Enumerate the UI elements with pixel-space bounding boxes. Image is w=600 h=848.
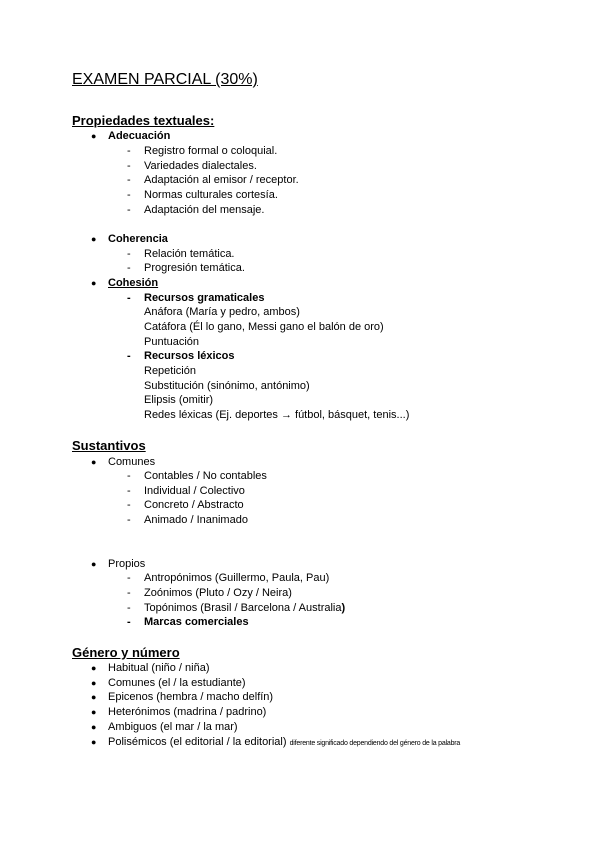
bullet-icon: ● <box>91 278 97 288</box>
bullet-icon: ● <box>91 737 97 747</box>
item-text: Normas culturales cortesía. <box>144 189 278 201</box>
list-line: Elipsis (omitir) <box>144 394 214 406</box>
section-heading-propiedades: Propiedades textuales: <box>72 113 215 128</box>
sublist-heading-lexicos <box>127 349 235 364</box>
item-label: Comunes <box>108 456 156 468</box>
item-text: Heterónimos (madrina / padrino) <box>108 706 267 718</box>
list-item <box>127 601 346 616</box>
dash-icon: - <box>127 616 131 628</box>
item-text: Relación temática. <box>144 248 235 260</box>
dash-icon: - <box>127 587 131 599</box>
list-item <box>91 705 267 720</box>
list-item <box>91 676 246 691</box>
list-item-adecuacion <box>91 129 171 144</box>
close-paren: ) <box>341 602 346 614</box>
page-title: EXAMEN PARCIAL (30%) <box>72 71 258 88</box>
dash-icon: - <box>127 292 131 304</box>
item-text: Marcas comerciales <box>144 616 249 628</box>
bullet-icon: ● <box>91 678 97 688</box>
list-item <box>127 261 245 276</box>
list-item <box>127 469 267 484</box>
list-line: Catáfora (Él lo gano, Messi gano el balón de oro) <box>144 321 384 333</box>
bullet-icon: ● <box>91 559 97 569</box>
bullet-icon: ● <box>91 722 97 732</box>
item-text: Epicenos (hembra / macho delfín) <box>108 691 274 703</box>
item-label: Coherencia <box>108 233 168 245</box>
dash-icon: - <box>127 350 131 362</box>
item-text: Variedades dialectales. <box>144 160 257 172</box>
bullet-icon: ● <box>91 234 97 244</box>
dash-icon: - <box>127 602 131 614</box>
item-text: Animado / Inanimado <box>144 514 248 526</box>
section-heading-sustantivos: Sustantivos <box>72 438 146 453</box>
item-text: Individual / Colectivo <box>144 485 245 497</box>
dash-icon: - <box>127 189 131 201</box>
bullet-icon: ● <box>91 131 97 141</box>
list-item-cohesion <box>91 276 159 291</box>
list-item <box>127 484 245 499</box>
list-line: Redes léxicas (Ej. deportes → fútbol, básquet, tenis...) <box>144 409 410 421</box>
dash-icon: - <box>127 160 131 172</box>
item-label: Recursos léxicos <box>144 350 235 362</box>
list-item <box>91 690 274 705</box>
item-label: Adecuación <box>108 130 171 142</box>
item-text: Concreto / Abstracto <box>144 499 244 511</box>
item-label: Propios <box>108 558 146 570</box>
item-text: Antropónimos (Guillermo, Paula, Pau) <box>144 572 330 584</box>
dash-icon: - <box>127 174 131 186</box>
list-item <box>127 247 235 262</box>
item-label: Cohesión <box>108 277 159 289</box>
dash-icon: - <box>127 485 131 497</box>
item-text: Polisémicos (el editorial / la editorial) <box>108 736 287 748</box>
list-item-propios <box>91 557 146 572</box>
list-item <box>127 159 257 174</box>
list-item <box>127 188 278 203</box>
dash-icon: - <box>127 145 131 157</box>
item-text: Topónimos (Brasil / Barcelona / Australia <box>144 602 342 614</box>
section-heading-genero-numero: Género y número <box>72 645 180 660</box>
list-item <box>127 513 248 528</box>
list-item <box>91 661 210 676</box>
dash-icon: - <box>127 248 131 260</box>
list-item <box>127 144 278 159</box>
dash-icon: - <box>127 499 131 511</box>
list-line: Anáfora (María y pedro, ambos) <box>144 306 300 318</box>
list-item <box>127 498 244 513</box>
item-label: Recursos gramaticales <box>144 292 265 304</box>
item-text: Adaptación al emisor / receptor. <box>144 174 299 186</box>
list-line: Puntuación <box>144 336 200 348</box>
item-text: Habitual (niño / niña) <box>108 662 210 674</box>
dash-icon: - <box>127 262 131 274</box>
item-text: Comunes (el / la estudiante) <box>108 677 246 689</box>
list-line: Substitución (sinónimo, antónimo) <box>144 380 310 392</box>
dash-icon: - <box>127 470 131 482</box>
list-item <box>127 615 249 630</box>
item-text: Ambiguos (el mar / la mar) <box>108 721 238 733</box>
item-text: Adaptación del mensaje. <box>144 204 265 216</box>
list-item-comunes <box>91 455 156 470</box>
item-text: Contables / No contables <box>144 470 267 482</box>
list-item <box>127 571 330 586</box>
list-item <box>91 720 238 735</box>
item-text: Registro formal o coloquial. <box>144 145 278 157</box>
sublist-heading-gramaticales <box>127 291 265 306</box>
dash-icon: - <box>127 514 131 526</box>
bullet-icon: ● <box>91 663 97 673</box>
small-note: diferente significado dependiendo del género de la palabra <box>289 740 461 747</box>
list-item-coherencia <box>91 232 168 247</box>
dash-icon: - <box>127 204 131 216</box>
list-line: Repetición <box>144 365 196 377</box>
list-item <box>127 173 299 188</box>
list-item <box>127 586 292 601</box>
item-text: Zoónimos (Pluto / Ozy / Neira) <box>144 587 292 599</box>
list-item <box>91 735 461 752</box>
bullet-icon: ● <box>91 692 97 702</box>
item-text: Progresión temática. <box>144 262 245 274</box>
bullet-icon: ● <box>91 457 97 467</box>
list-item <box>127 203 265 218</box>
bullet-icon: ● <box>91 707 97 717</box>
dash-icon: - <box>127 572 131 584</box>
